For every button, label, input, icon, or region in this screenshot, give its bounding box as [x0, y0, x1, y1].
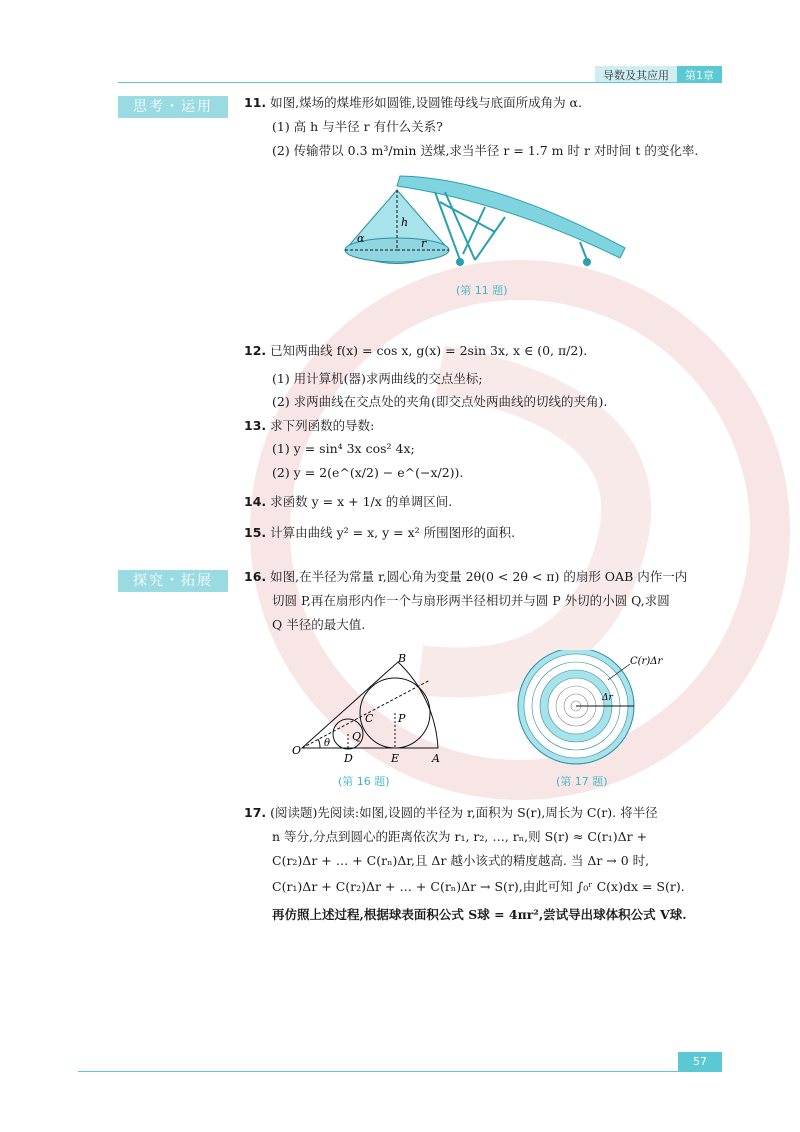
q11-caption: (第 11 题): [456, 284, 508, 297]
q15-stem: [244, 524, 515, 542]
q15-text: 计算由曲线 y² = x, y = x² 所围图形的面积.: [270, 525, 516, 540]
q12-text: 已知两曲线 f(x) = cos x, g(x) = 2sin 3x, x ∈ (0, π/2).: [270, 343, 588, 358]
q12-part1: (1) 用计算机(器)求两曲线的交点坐标;: [272, 371, 483, 386]
q13-text: 求下列函数的导数:: [270, 418, 375, 433]
q17-line4: C(r₁)Δr + C(r₂)Δr + … + C(rₙ)Δr → S(r),由此可知 ∫₀ʳ C(x)dx = S(r).: [272, 879, 685, 894]
q16-number: 16.: [244, 569, 267, 584]
q17-label-crdr: C(r)Δr: [630, 656, 663, 667]
q13-part2: (2) y = 2(e^(x/2) − e^(−x/2)).: [272, 465, 464, 480]
q12-part2: (2) 求两曲线在交点处的夹角(即交点处两曲线的切线的夹角).: [272, 394, 608, 409]
header-rule: [118, 82, 722, 83]
q11-number: 11.: [244, 95, 267, 110]
chapter-title: 导数及其应用: [595, 66, 677, 82]
footer-rule: [78, 1071, 722, 1072]
q17-line5: 再仿照上述过程,根据球表面积公式 S球 = 4πr²,尝试导出球体积公式 V球.: [272, 907, 687, 922]
q16-line2: 切圆 P,再在扇形内作一个与扇形两半径相切并与圆 P 外切的小圆 Q,求圆: [272, 593, 670, 608]
q16-label-A: A: [432, 752, 440, 765]
q14-text: 求函数 y = x + 1/x 的单调区间.: [270, 494, 453, 509]
q11-stem: [244, 94, 582, 112]
q17-line2: n 等分,分点到圆心的距离依次为 r₁, r₂, …, rₙ,则 S(r) ≈ C(r₁)Δr +: [272, 829, 648, 844]
q13-number: 13.: [244, 418, 267, 433]
q11-label-h: h: [401, 216, 409, 229]
q16-label-Q: Q: [352, 730, 362, 743]
q11-text: 如图,煤场的煤堆形如圆锥,设圆锥母线与底面所成角为 α.: [270, 95, 582, 110]
q17-text1: (阅读题)先阅读:如图,设圆的半径为 r,面积为 S(r),周长为 C(r). 将半径: [270, 805, 658, 820]
q15-number: 15.: [244, 525, 267, 540]
q16-caption: (第 16 题): [338, 775, 390, 788]
q16-label-C: C: [365, 712, 374, 725]
q17-number: 17.: [244, 805, 267, 820]
q11-part1: (1) 高 h 与半径 r 有什么关系?: [272, 119, 443, 134]
q14-number: 14.: [244, 494, 267, 509]
q11-figure: [335, 172, 635, 272]
q11-part2: (2) 传输带以 0.3 m³/min 送煤,求当半径 r = 1.7 m 时 r 对时间 t 的变化率.: [272, 143, 699, 158]
q16-label-E: E: [391, 752, 400, 765]
q16-label-D: D: [344, 752, 353, 765]
q16-text1: 如图,在半径为常量 r,圆心角为变量 2θ(0 < 2θ < π) 的扇形 OAB 内作一内: [270, 569, 688, 584]
q16-label-B: B: [398, 652, 407, 665]
q16-label-theta: θ: [324, 738, 331, 749]
q17-label-dr: Δr: [602, 693, 613, 703]
q17-caption: (第 17 题): [556, 775, 608, 788]
q11-label-r: r: [421, 237, 427, 250]
q17-line1: [244, 804, 658, 822]
q17-line3: C(r₂)Δr + … + C(rₙ)Δr,且 Δr 越小该式的精度越高. 当 Δr → 0 时,: [272, 853, 650, 868]
q16-label-P: P: [398, 712, 406, 725]
q12-stem: [244, 342, 587, 360]
q16-line3: Q 半径的最大值.: [272, 617, 366, 632]
q17-figure: [512, 650, 672, 774]
running-header: [595, 66, 722, 82]
section-label: 第1章: [677, 66, 722, 82]
q13-part1: (1) y = sin⁴ 3x cos² 4x;: [272, 441, 415, 456]
q16-figure: [290, 650, 460, 770]
q12-number: 12.: [244, 343, 267, 358]
section-explore: 探究・拓展: [118, 570, 228, 592]
page-number: 57: [678, 1052, 722, 1071]
q16-label-O: O: [292, 744, 302, 757]
q14-stem: [244, 493, 452, 511]
q13-stem: [244, 417, 374, 435]
q16-line1: [244, 568, 687, 586]
section-think: 思考・运用: [118, 96, 228, 118]
q11-label-alpha: α: [357, 232, 365, 245]
